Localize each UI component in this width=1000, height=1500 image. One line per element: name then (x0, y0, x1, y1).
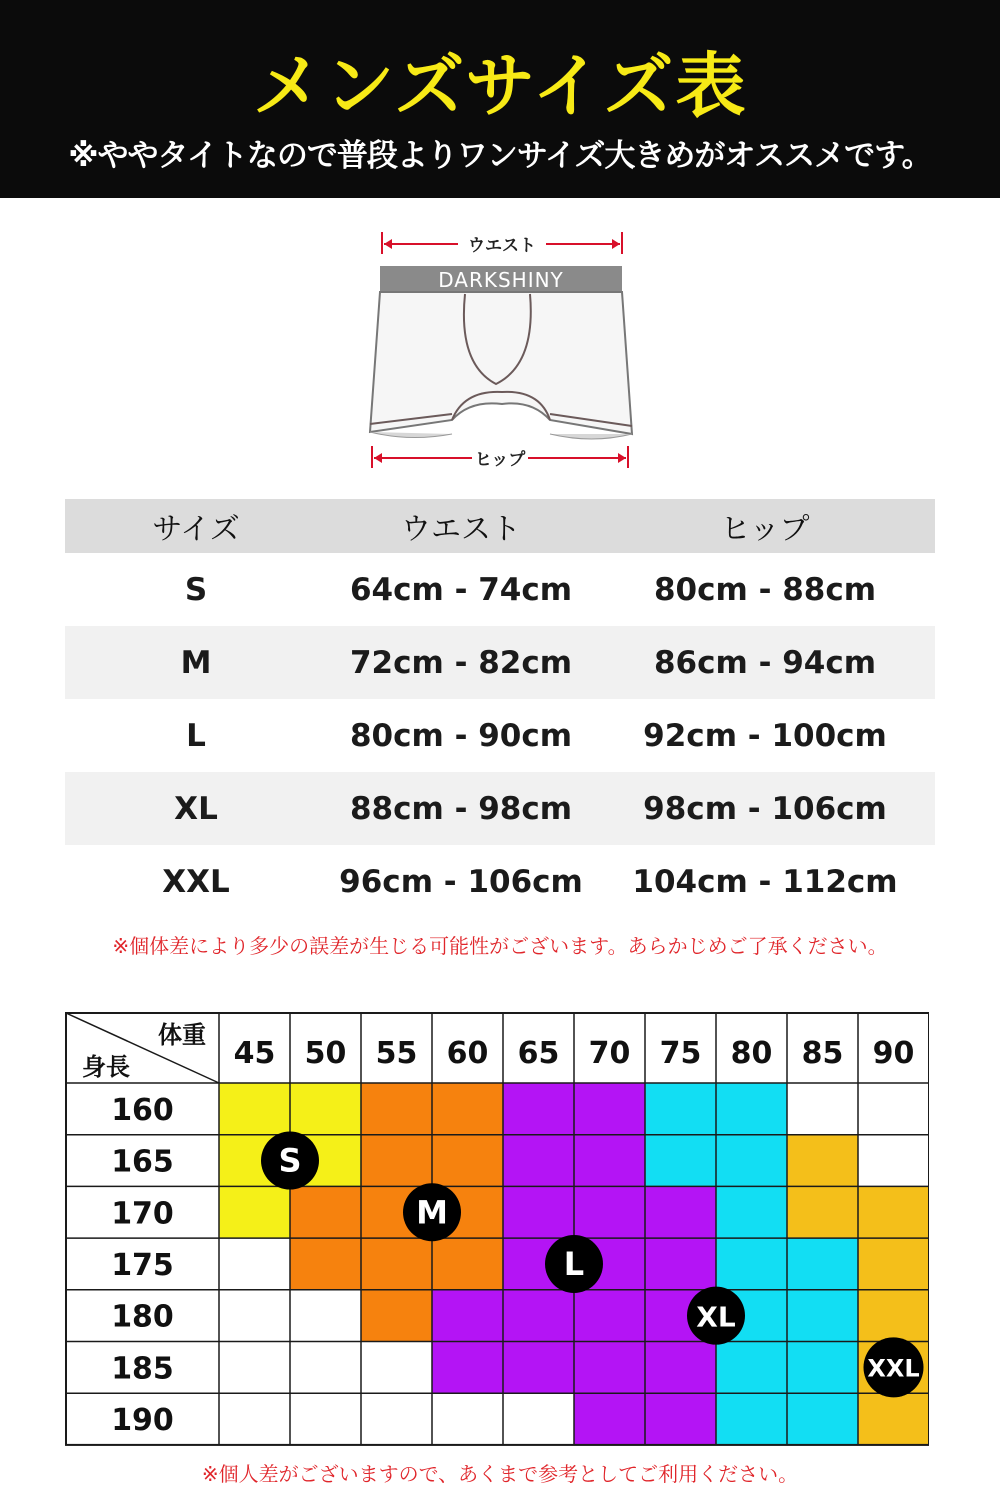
chart-cell (574, 1290, 645, 1342)
chart-cell (574, 1135, 645, 1187)
height-tick-label: 190 (111, 1403, 174, 1439)
size-cell: XXL (162, 863, 230, 900)
chart-cell (290, 1342, 361, 1394)
chart-cell (574, 1393, 645, 1445)
height-tick-label: 180 (111, 1299, 174, 1335)
size-badge-label: S (278, 1141, 302, 1180)
size-table-note: ※個体差により多少の誤差が生じる可能性がございます。あらかじめご了承ください。 (112, 934, 888, 958)
chart-cell (290, 1393, 361, 1445)
boxer-diagram (360, 224, 640, 474)
chart-cell (503, 1290, 574, 1342)
chart-cell (361, 1238, 432, 1290)
weight-tick-label: 85 (801, 1036, 844, 1071)
chart-cell (716, 1186, 787, 1238)
table-row (65, 772, 935, 845)
size-chart-note: ※個人差がございますので、あくまで参考としてご利用ください。 (201, 1462, 799, 1486)
chart-cell (432, 1393, 503, 1445)
header-size: サイズ (152, 512, 240, 547)
chart-cell (219, 1186, 290, 1238)
chart-cell (858, 1083, 929, 1135)
chart-cell (503, 1393, 574, 1445)
size-cell: XL (174, 790, 218, 827)
chart-cell (645, 1393, 716, 1445)
weight-tick-label: 55 (375, 1036, 418, 1071)
table-row (65, 845, 935, 918)
size-cell: M (180, 644, 212, 681)
hip-cell: 104cm - 112cm (632, 863, 898, 900)
page-subtitle: ※ややタイトなので普段よりワンサイズ大きめがオススメです。 (68, 138, 932, 174)
table-row (65, 553, 935, 626)
waist-cell: 88cm - 98cm (349, 790, 573, 827)
size-badge-label: L (563, 1244, 585, 1283)
waist-cell: 72cm - 82cm (349, 644, 573, 681)
weight-tick-label: 50 (304, 1036, 347, 1071)
table-row (65, 699, 935, 772)
chart-cell (503, 1083, 574, 1135)
chart-cell (716, 1083, 787, 1135)
chart-cell (787, 1186, 858, 1238)
header-banner (0, 0, 1000, 198)
chart-cell (432, 1135, 503, 1187)
chart-cell (503, 1135, 574, 1187)
chart-cell (219, 1393, 290, 1445)
height-tick-label: 170 (111, 1196, 174, 1232)
chart-cell (787, 1238, 858, 1290)
chart-cell (290, 1238, 361, 1290)
chart-cell (787, 1393, 858, 1445)
chart-cell (858, 1393, 929, 1445)
size-cell: L (186, 717, 206, 754)
chart-cell (361, 1135, 432, 1187)
hip-cell: 92cm - 100cm (643, 717, 887, 754)
corner-weight-label: 体重 (158, 1021, 206, 1049)
weight-tick-label: 65 (517, 1036, 560, 1071)
chart-cell (716, 1135, 787, 1187)
hip-measure-label: ヒップ (474, 450, 526, 470)
waist-cell: 64cm - 74cm (349, 571, 573, 608)
chart-cell (787, 1290, 858, 1342)
chart-cell (219, 1342, 290, 1394)
size-chart (65, 1012, 929, 1446)
size-table-header (65, 499, 935, 553)
chart-cell (787, 1135, 858, 1187)
chart-cell (290, 1083, 361, 1135)
corner-height-label: 身長 (82, 1053, 130, 1081)
chart-cell (219, 1238, 290, 1290)
size-chart-grid (65, 1012, 929, 1446)
chart-cell (574, 1186, 645, 1238)
waist-cell: 96cm - 106cm (339, 863, 583, 900)
chart-cell (858, 1238, 929, 1290)
boxer-illustration (360, 224, 640, 474)
weight-tick-label: 60 (446, 1036, 489, 1071)
height-tick-label: 160 (111, 1092, 174, 1128)
size-badge-label: M (416, 1193, 448, 1232)
page-title: メンズサイズ表 (252, 45, 748, 127)
size-table (65, 499, 935, 918)
chart-cell (219, 1083, 290, 1135)
waist-cell: 80cm - 90cm (349, 717, 573, 754)
chart-cell (290, 1186, 361, 1238)
chart-cell (645, 1238, 716, 1290)
chart-cell (361, 1083, 432, 1135)
table-row (65, 626, 935, 699)
chart-cell (432, 1083, 503, 1135)
brand-label: DARKSHINY (438, 268, 564, 292)
chart-cell (574, 1083, 645, 1135)
chart-cell (645, 1186, 716, 1238)
weight-tick-label: 70 (588, 1036, 631, 1071)
weight-tick-label: 80 (730, 1036, 773, 1071)
chart-cell (858, 1186, 929, 1238)
chart-cell (787, 1342, 858, 1394)
weight-tick-label: 45 (233, 1036, 276, 1071)
size-badge-label: XL (696, 1300, 736, 1334)
chart-cell (503, 1186, 574, 1238)
header-waist: ウエスト (401, 512, 521, 547)
chart-cell (361, 1393, 432, 1445)
chart-cell (858, 1290, 929, 1342)
chart-cell (645, 1135, 716, 1187)
chart-cell (716, 1238, 787, 1290)
chart-cell (290, 1290, 361, 1342)
chart-cell (858, 1135, 929, 1187)
size-badge-label: XXL (867, 1354, 920, 1383)
chart-cell (361, 1290, 432, 1342)
size-cell: S (184, 571, 208, 608)
waist-measure-label: ウエスト (468, 236, 536, 256)
hip-cell: 98cm - 106cm (643, 790, 887, 827)
weight-tick-label: 90 (872, 1036, 915, 1071)
chart-cell (432, 1238, 503, 1290)
header-hip: ヒップ (720, 512, 810, 547)
hip-cell: 80cm - 88cm (653, 571, 877, 608)
chart-cell (645, 1342, 716, 1394)
height-tick-label: 175 (111, 1247, 174, 1283)
chart-cell (432, 1342, 503, 1394)
weight-tick-label: 75 (659, 1036, 702, 1071)
chart-cell (432, 1290, 503, 1342)
chart-cell (503, 1342, 574, 1394)
chart-cell (219, 1290, 290, 1342)
chart-cell (361, 1342, 432, 1394)
height-tick-label: 165 (111, 1144, 174, 1180)
chart-cell (645, 1083, 716, 1135)
height-tick-label: 185 (111, 1351, 174, 1387)
chart-cell (574, 1342, 645, 1394)
chart-cell (716, 1393, 787, 1445)
chart-cell (787, 1083, 858, 1135)
chart-cell (716, 1342, 787, 1394)
hip-cell: 86cm - 94cm (653, 644, 877, 681)
